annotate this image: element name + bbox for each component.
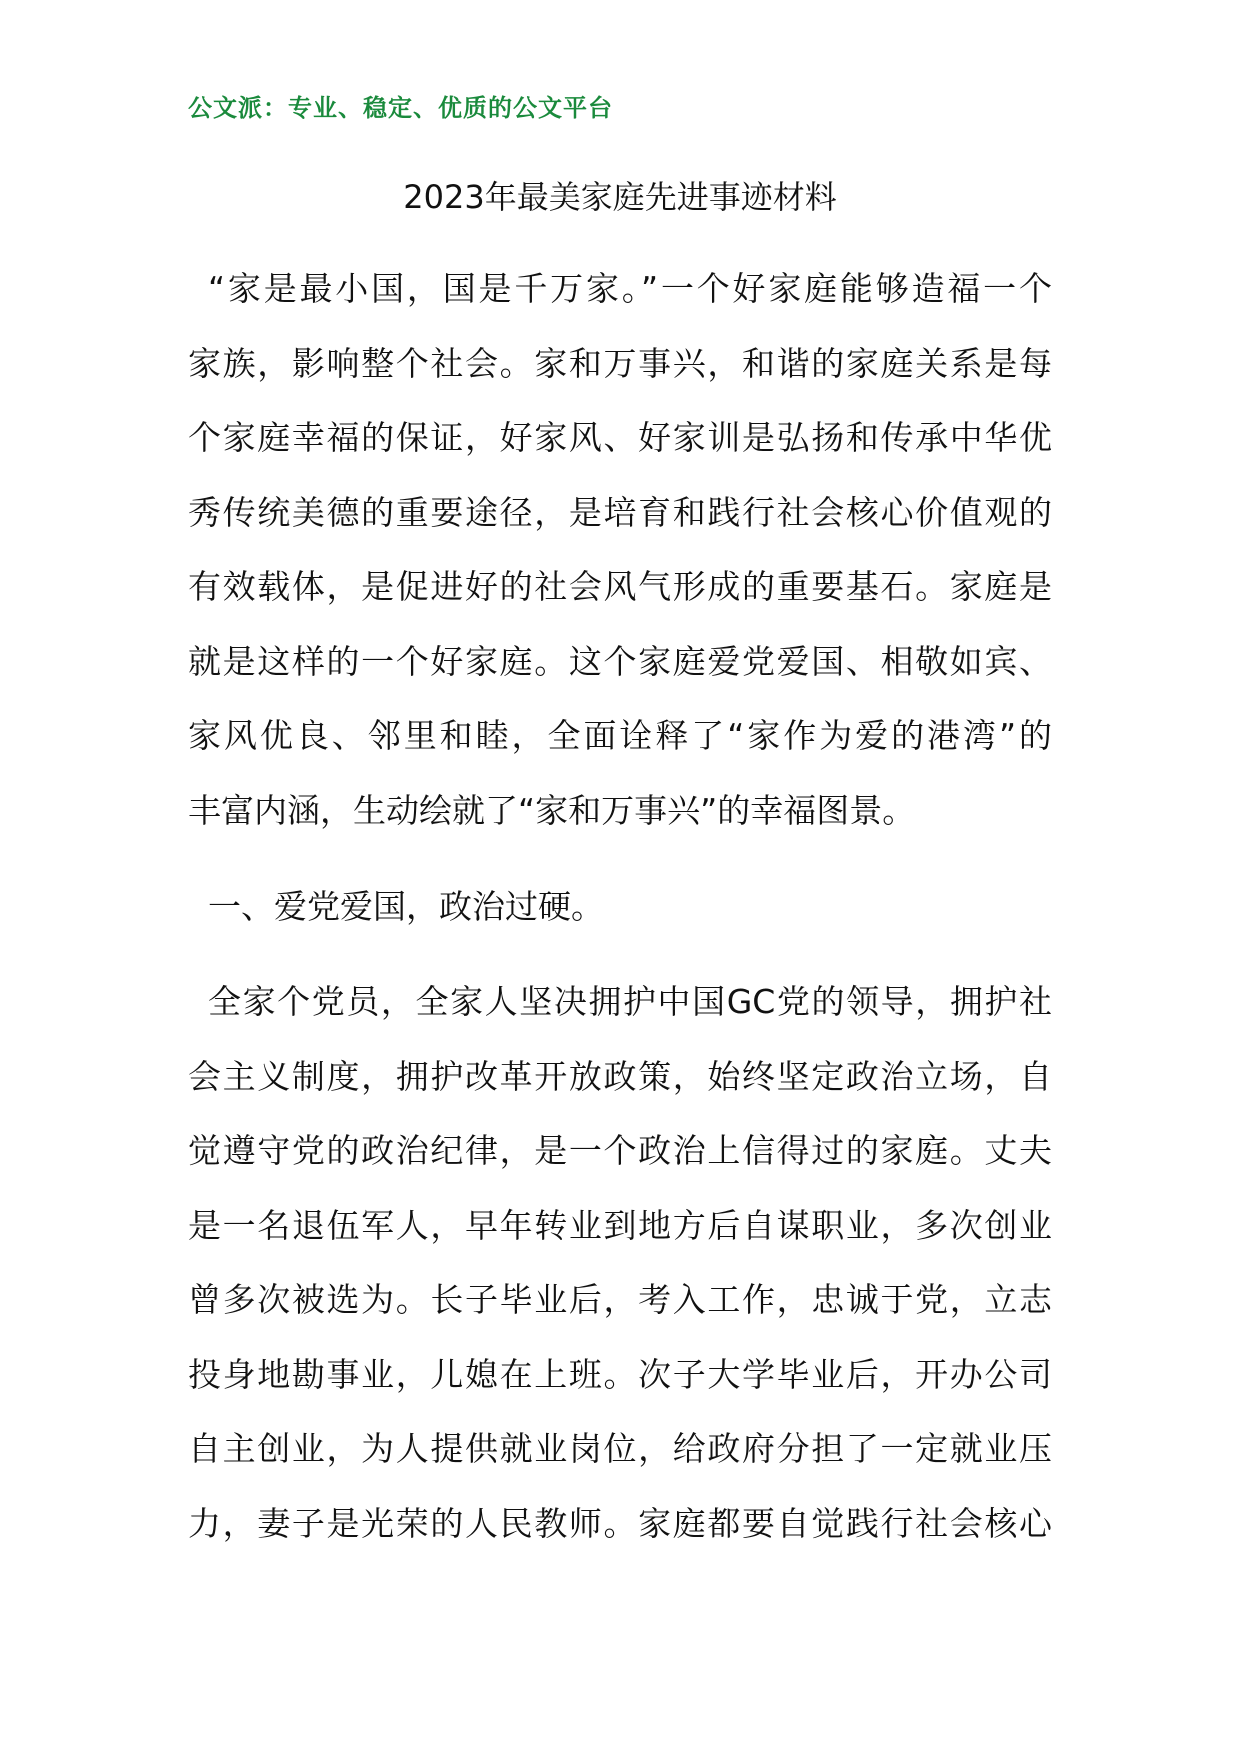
paragraph-line: 觉遵守党的政治纪律，是一个政治上信得过的家庭。丈夫 bbox=[188, 1131, 1052, 1170]
paragraph-line: 是一名退伍军人，早年转业到地方后自谋职业，多次创业 bbox=[188, 1205, 1052, 1245]
paragraph-section1 bbox=[188, 965, 1052, 1561]
section-heading bbox=[188, 870, 1052, 945]
paragraph-line: 全家个党员，全家人坚决拥护中国GC党的领导，拥护社 bbox=[208, 982, 1052, 1021]
header-brand: 公文派：专业、稳定、优质的公文平台 bbox=[188, 94, 613, 122]
paragraph-line: “家是最小国，国是千万家。”一个好家庭能够造福一个 bbox=[208, 269, 1052, 308]
paragraph-line: 自主创业，为人提供就业岗位，给政府分担了一定就业压 bbox=[188, 1429, 1052, 1468]
paragraph-line: 个家庭幸福的保证，好家风、好家训是弘扬和传承中华优 bbox=[188, 418, 1052, 457]
section-heading-text: 一、爱党爱国，政治过硬。 bbox=[208, 887, 604, 926]
paragraph-line: 秀传统美德的重要途径，是培育和践行社会核心价值观的 bbox=[188, 492, 1052, 532]
paragraph-intro bbox=[188, 252, 1052, 848]
paragraph-line: 力，妻子是光荣的人民教师。家庭都要自觉践行社会核心 bbox=[188, 1503, 1052, 1543]
paragraph-line: 家风优良、邻里和睦，全面诠释了“家作为爱的港湾”的 bbox=[188, 716, 1052, 755]
paragraph-line: 会主义制度，拥护改革开放政策，始终坚定政治立场，自 bbox=[188, 1056, 1052, 1096]
document-title: 2023年最美家庭先进事迹材料 bbox=[403, 178, 837, 216]
paragraph-line: 就是这样的一个好家庭。这个家庭爱党爱国、相敬如宾、 bbox=[188, 641, 1052, 681]
paragraph-line: 投身地勘事业，儿媳在上班。次子大学毕业后，开办公司 bbox=[188, 1354, 1052, 1394]
paragraph-line: 曾多次被选为。长子毕业后，考入工作，忠诚于党，立志 bbox=[188, 1280, 1052, 1319]
paragraph-line: 有效载体，是促进好的社会风气形成的重要基石。家庭是 bbox=[188, 567, 1052, 606]
paragraph-line: 家族，影响整个社会。家和万事兴，和谐的家庭关系是每 bbox=[188, 343, 1052, 383]
paragraph-line: 丰富内涵，生动绘就了“家和万事兴”的幸福图景。 bbox=[188, 790, 916, 830]
